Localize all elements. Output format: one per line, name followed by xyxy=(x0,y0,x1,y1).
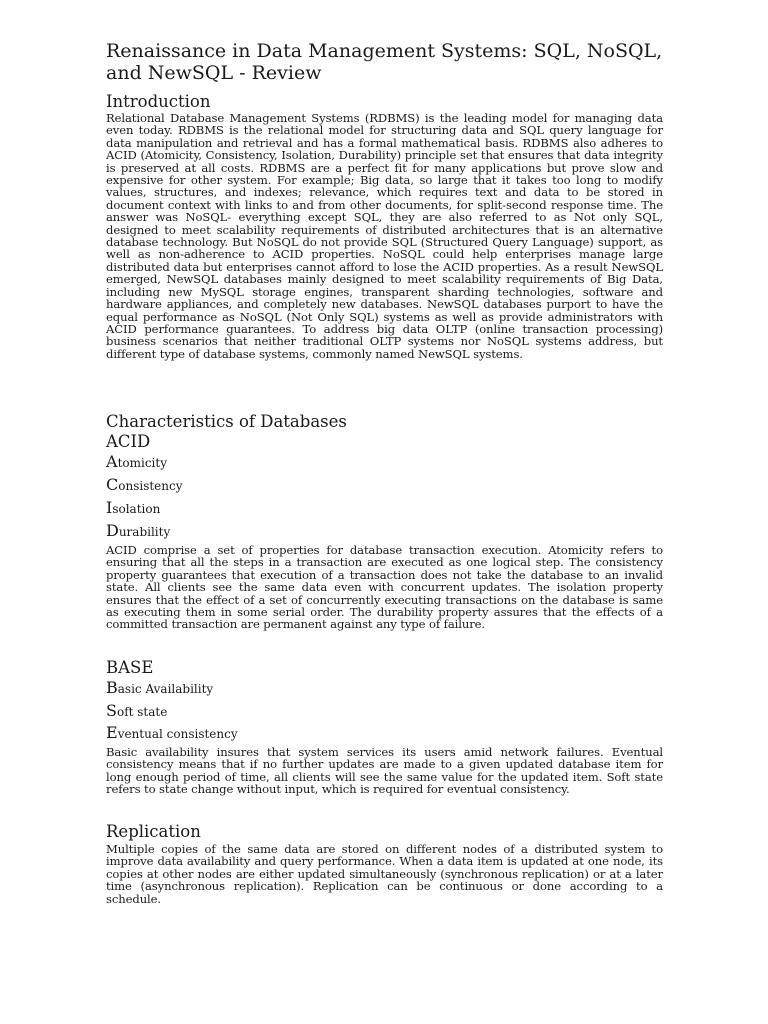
base-item-initial: S xyxy=(106,701,117,720)
introduction-heading: Introduction xyxy=(106,92,211,111)
base-heading: BASE xyxy=(106,658,154,677)
replication-paragraph: Multiple copies of the same data are stored on different nodes of a distributed system to improve data availability and query performance. When a data item is updated at one node, its copies at other nodes are either updated simultaneously (synchronous replication) or at a later time (asynchronous replication). Replication can be continuous or done according to a schedule. xyxy=(106,842,663,906)
base-item-text: ventual consistency xyxy=(117,727,238,741)
acid-item-isolation xyxy=(106,498,160,517)
acid-paragraph: ACID comprise a set of properties for database transaction execution. Atomicity refers to ensuring that all the steps in a transaction are executed as one logical step. The consistency property guarantees that execution of a transaction does not take the database to an invalid state. All clients see the same data even with concurrent updates. The isolation property ensures that the effect of a set of concurrently executing transactions on the database is same as executing them in some serial order. The durability property assures that the effects of a committed transaction are permanent against any type of failure. xyxy=(106,543,663,632)
base-paragraph: Basic availability insures that system services its users amid network failures. Eventual consistency means that if no further updates are made to a given updated database item for long enough period of time, all clients will see the same value for the updated item. Soft state refers to state change without input, which is required for eventual consistency. xyxy=(106,745,663,797)
acid-item-text: solation xyxy=(112,502,161,516)
base-item-eventual-consistency xyxy=(106,723,238,742)
acid-item-initial: A xyxy=(106,452,118,471)
base-item-soft-state xyxy=(106,701,167,720)
acid-item-text: tomicity xyxy=(117,456,167,470)
acid-item-text: urability xyxy=(118,525,171,539)
base-item-initial: E xyxy=(106,723,118,742)
acid-item-consistency xyxy=(106,475,183,494)
base-item-basic-availability xyxy=(106,678,213,697)
acid-item-initial: C xyxy=(106,475,119,494)
base-item-initial: B xyxy=(106,678,118,697)
acid-heading: ACID xyxy=(106,432,151,451)
acid-item-atomicity xyxy=(106,452,167,471)
base-item-text: oft state xyxy=(116,705,168,719)
acid-item-durability xyxy=(106,521,170,540)
characteristics-heading: Characteristics of Databases xyxy=(106,412,347,431)
acid-item-initial: I xyxy=(106,498,113,517)
acid-item-initial: D xyxy=(106,521,119,540)
introduction-paragraph: Relational Database Management Systems (RDBMS) is the leading model for managing data even today. RDBMS is the relational model for structuring data and SQL query language for data manipulation and retrieval and has a formal mathematical basis. RDBMS also adheres to ACID (Atomicity, Consistency, Isolation, Durability) principle set that ensures that data integrity is preserved at all costs. RDBMS are a perfect fit for many applications but prove slow and expensive for other system. For example; Big data, so large that it takes too long to modify values, structures, and indexes; relevance, which requires text and data to be stored in document context with links to and from other documents, for split-second response time. The answer was NoSQL- everything except SQL, they are also referred to as Not only SQL, designed to meet scalability requirements of distributed architectures that is an alternative database technology. But NoSQL do not provide SQL (Structured Query Language) support, as well as non-adherence to ACID properties. NoSQL could help enterprises manage large distributed data but enterprises cannot afford to lose the ACID properties. As a result NewSQL emerged, NewSQL databases mainly designed to meet scalability requirements of Big Data, including new MySQL storage engines, transparent sharding technologies, software and hardware appliances, and completely new databases. NewSQL databases purport to have the equal performance as NoSQL (Not Only SQL) systems as well as provide administrators with ACID performance guarantees. To address big data OLTP (online transaction processing) business scenarios that neither traditional OLTP systems nor NoSQL systems address, but different type of database systems, commonly named NewSQL systems. xyxy=(106,111,663,361)
base-item-text: asic Availability xyxy=(117,682,214,696)
replication-heading: Replication xyxy=(106,822,201,841)
acid-item-text: onsistency xyxy=(118,479,183,493)
document-title: Renaissance in Data Management Systems: SQL, NoSQL, and NewSQL - Review xyxy=(106,40,663,84)
